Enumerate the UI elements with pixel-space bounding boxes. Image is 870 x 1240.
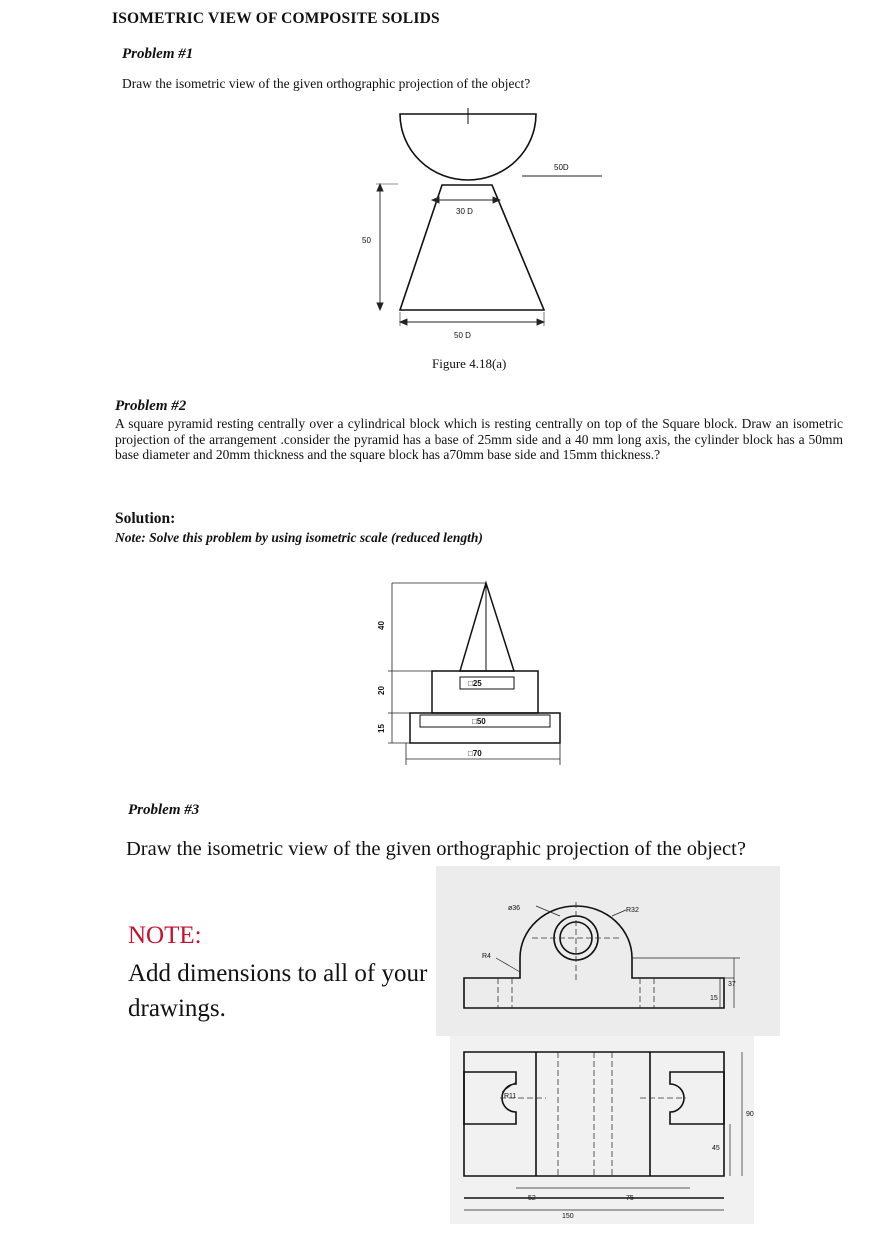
dim-w1: 52 <box>528 1195 536 1202</box>
dim-h1: 37 <box>728 981 736 988</box>
problem3-figure <box>436 866 782 1224</box>
dim-cylinder-base: □50 <box>472 717 486 726</box>
dim-total: 150 <box>562 1213 574 1220</box>
dim-cylinder-height: 20 <box>377 686 386 695</box>
problem1-label: Problem #1 <box>122 46 194 62</box>
note-heading: NOTE: <box>128 922 202 949</box>
dim-block-height: 15 <box>377 724 386 733</box>
dim-block-base: □70 <box>468 749 482 758</box>
dim-pyramid-height: 40 <box>377 621 386 630</box>
dim-inner: 45 <box>712 1145 720 1152</box>
solution-label: Solution: <box>115 510 176 527</box>
dim-w2: 75 <box>626 1195 634 1202</box>
dim-h2: 15 <box>710 995 718 1002</box>
dim-height: 50 <box>362 236 371 245</box>
frustum-shape <box>400 185 544 310</box>
page-title: ISOMETRIC VIEW OF COMPOSITE SOLIDS <box>112 10 440 27</box>
problem3-text: Draw the isometric view of the given orthographic projection of the object? <box>126 838 746 860</box>
problem1-text: Draw the isometric view of the given orthographic projection of the object? <box>122 76 531 91</box>
problem2-label: Problem #2 <box>115 398 187 414</box>
dim-arc: R32 <box>626 907 639 914</box>
dim-fillet: R4 <box>482 953 491 960</box>
dim-base: 50 D <box>454 331 471 340</box>
pyramid-shape <box>460 583 514 671</box>
dim-depth: 90 <box>746 1111 754 1118</box>
problem3-label: Problem #3 <box>128 802 200 818</box>
problem2-figure <box>368 575 578 775</box>
solution-note: Note: Solve this problem by using isometric scale (reduced length) <box>115 530 483 545</box>
dim-neck: 30 D <box>456 207 473 216</box>
problem1-figure <box>340 100 620 355</box>
dim-pyramid-base: □25 <box>468 679 482 688</box>
problem2-text: A square pyramid resting centrally over a cylindrical block which is resting centrally on top of the Square block. Draw an isometric projection of the arrangement .consider the pyramid has a base of 25mm side and a 40 mm long axis, the cylinder block has a 50mm base diameter and 20mm thickness and the square block has a70mm base side and 15mm thickness.? <box>115 416 843 462</box>
note-body: Add dimensions to all of your drawings. <box>128 960 428 1022</box>
dim-small-r: R11 <box>504 1093 517 1100</box>
dim-hole: ø36 <box>508 905 521 912</box>
dim-top: 50D <box>554 163 569 172</box>
figure-caption: Figure 4.18(a) <box>432 356 507 371</box>
